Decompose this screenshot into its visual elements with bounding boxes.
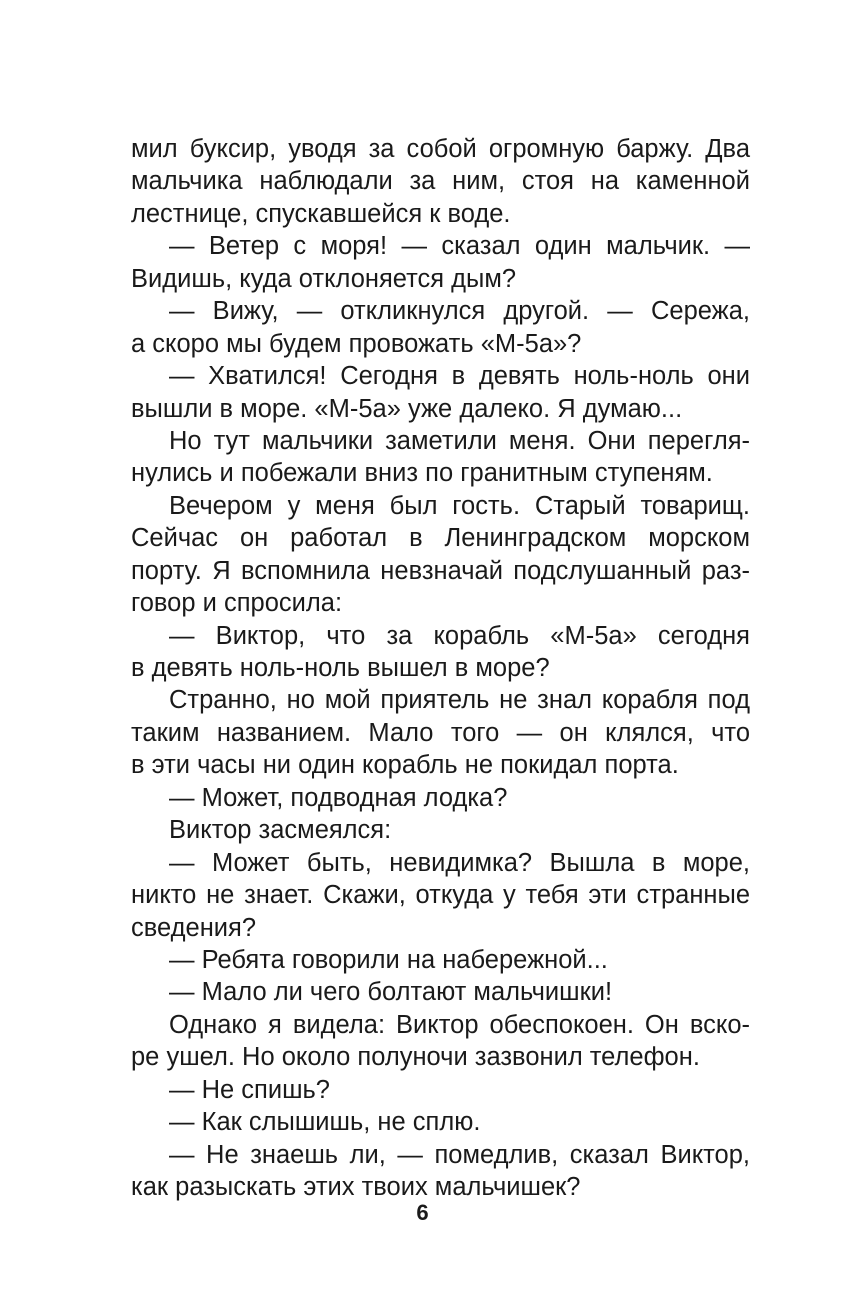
text-line: Вечером у меня был гость. Старый товарищ. — [169, 491, 750, 520]
text-line: Однако я видела: Виктор обеспокоен. Он вско- — [169, 1010, 750, 1039]
text-line: — Мало ли чего болтают мальчишки! — [169, 978, 613, 1007]
page-number: 6 — [416, 1200, 429, 1225]
text-line: таким названием. Мало того — он клялся, что — [131, 718, 750, 747]
body-text — [131, 133, 750, 1203]
text-line: сведения? — [131, 913, 257, 942]
text-line: Виктор засмеялся: — [169, 816, 392, 845]
text-line: Но тут мальчики заметили меня. Они перегля- — [169, 426, 750, 455]
text-line: в эти часы ни один корабль не покидал порта. — [131, 751, 679, 780]
text-line: нулись и побежали вниз по гранитным ступеням. — [131, 459, 713, 488]
text-line: мил буксир, уводя за собой огромную баржу. Два — [131, 135, 750, 163]
text-line: — Ребята говорили на набережной... — [169, 945, 608, 974]
text-line: никто не знает. Скажи, откуда у тебя эти странные — [131, 881, 750, 910]
text-line: а скоро мы будем провожать «М-5а»? — [131, 329, 582, 358]
text-line: Странно, но мой приятель не знал корабля под — [169, 686, 750, 715]
text-line: ре ушел. Но около полуночи зазвонил телефон. — [131, 1043, 700, 1072]
text-line: — Виктор, что за корабль «М-5а» сегодня — [169, 621, 750, 650]
text-line: — Может, подводная лодка? — [169, 783, 508, 812]
text-line: — Ветер с моря! — сказал один мальчик. — — [169, 232, 750, 261]
text-line: говор и спросила: — [131, 589, 343, 618]
text-line: — Может быть, невидимка? Вышла в море, — [169, 848, 750, 877]
text-line: — Хватился! Сегодня в девять ноль-ноль они — [169, 362, 750, 391]
text-line: лестнице, спускавшейся к воде. — [131, 199, 511, 228]
text-line: Видишь, куда отклоняется дым? — [131, 264, 517, 293]
text-line: — Не знаешь ли, — помедлив, сказал Виктор, — [169, 1140, 750, 1169]
text-line: Сейчас он работал в Ленинградском морском — [131, 524, 750, 553]
text-line: порту. Я вспомнила невзначай подслушанный раз- — [131, 556, 750, 585]
text-line: — Вижу, — откликнулся другой. — Сережа, — [169, 297, 750, 326]
text-line: как разыскать этих твоих мальчишек? — [131, 1173, 581, 1201]
text-line: в девять ноль-ноль вышел в море? — [131, 654, 550, 682]
text-line: — Не спишь? — [169, 1075, 330, 1104]
text-line: — Как слышишь, не сплю. — [169, 1108, 481, 1137]
text-line: мальчика наблюдали за ним, стоя на каменной — [131, 167, 750, 196]
text-line: вышли в море. «М-5а» уже далеко. Я думаю... — [131, 394, 683, 423]
